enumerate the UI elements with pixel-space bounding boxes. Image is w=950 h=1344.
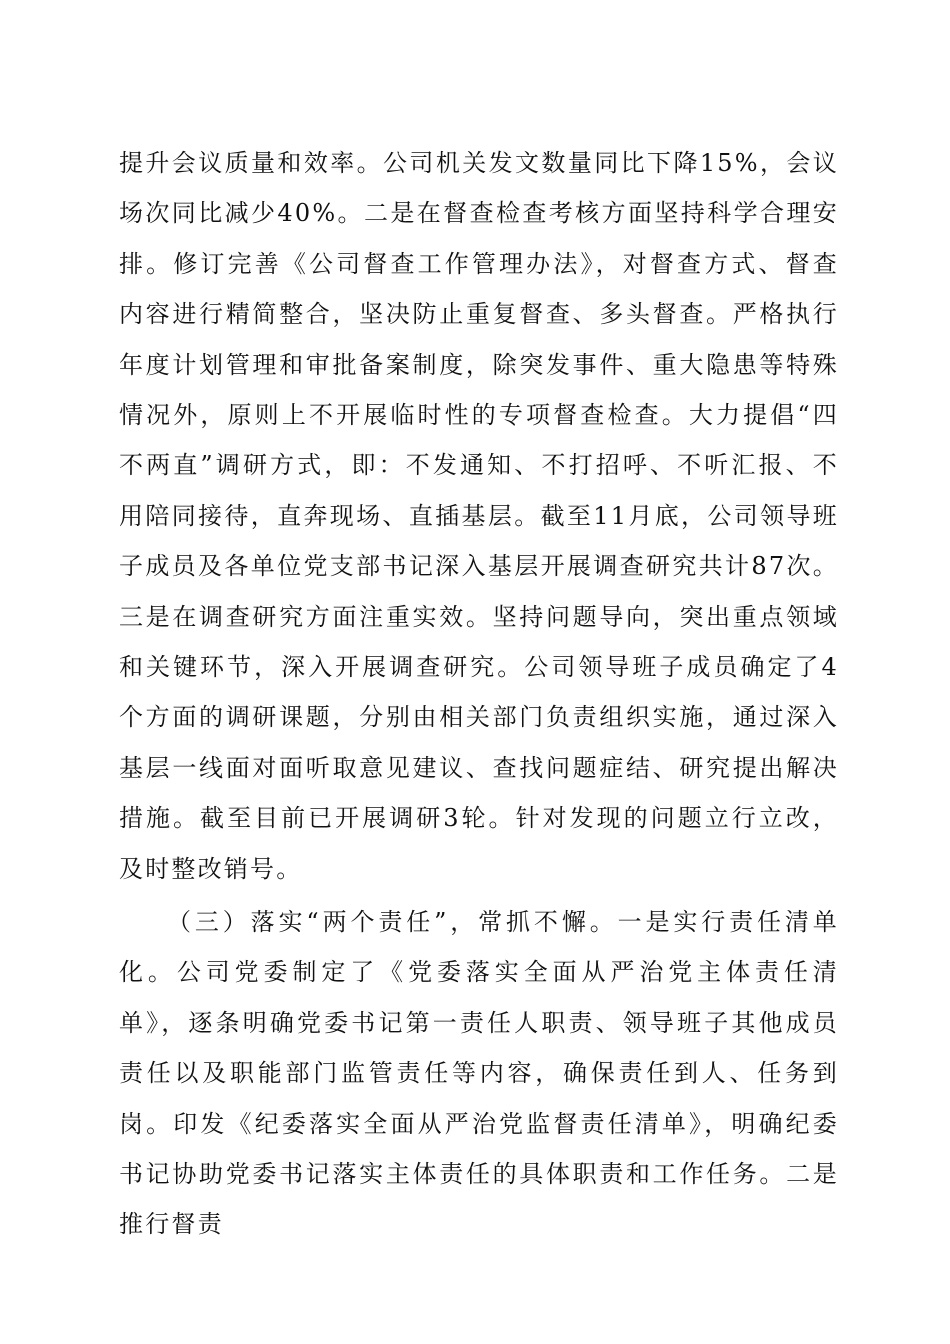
body-paragraph: 提升会议质量和效率。公司机关发文数量同比下降15%，会议场次同比减少40%。二是在督查检查考核方面坚持科学合理安排。修订完善《公司督查工作管理办法》，对督查方式、督查内容进行精简整合，坚决防止重复督查、多头督查。严格执行年度计划管理和审批备案制度，除突发事件、重大隐患等特殊情况外，原则上不开展临时性的专项督查检查。大力提倡“四不两直”调研方式，即：不发通知、不打招呼、不听汇报、不用陪同接待，直奔现场、直插基层。截至11月底，公司领导班子成员及各单位党支部书记深入基层开展调查研究共计87次。三是在调查研究方面注重实效。坚持问题导向，突出重点领域和关键环节，深入开展调查研究。公司领导班子成员确定了4个方面的调研课题，分别由相关部门负责组织实施，通过深入基层一线面对面听取意见建议、查找问题症结、研究提出解决措施。截至目前已开展调研3轮。针对发现的问题立行立改，及时整改销号。	[119, 149, 839, 883]
section-paragraph: （三）落实“两个责任”，常抓不懈。一是实行责任清单化。公司党委制定了《党委落实全面从严治党主体责任清单》，逐条明确党委书记第一责任人职责、领导班子其他成员责任以及职能部门监管责任等内容，确保责任到人、任务到岗。印发《纪委落实全面从严治党监督责任清单》，明确纪委书记协助党委书记落实主体责任的具体职责和工作任务。二是推行督责	[119, 908, 839, 1239]
